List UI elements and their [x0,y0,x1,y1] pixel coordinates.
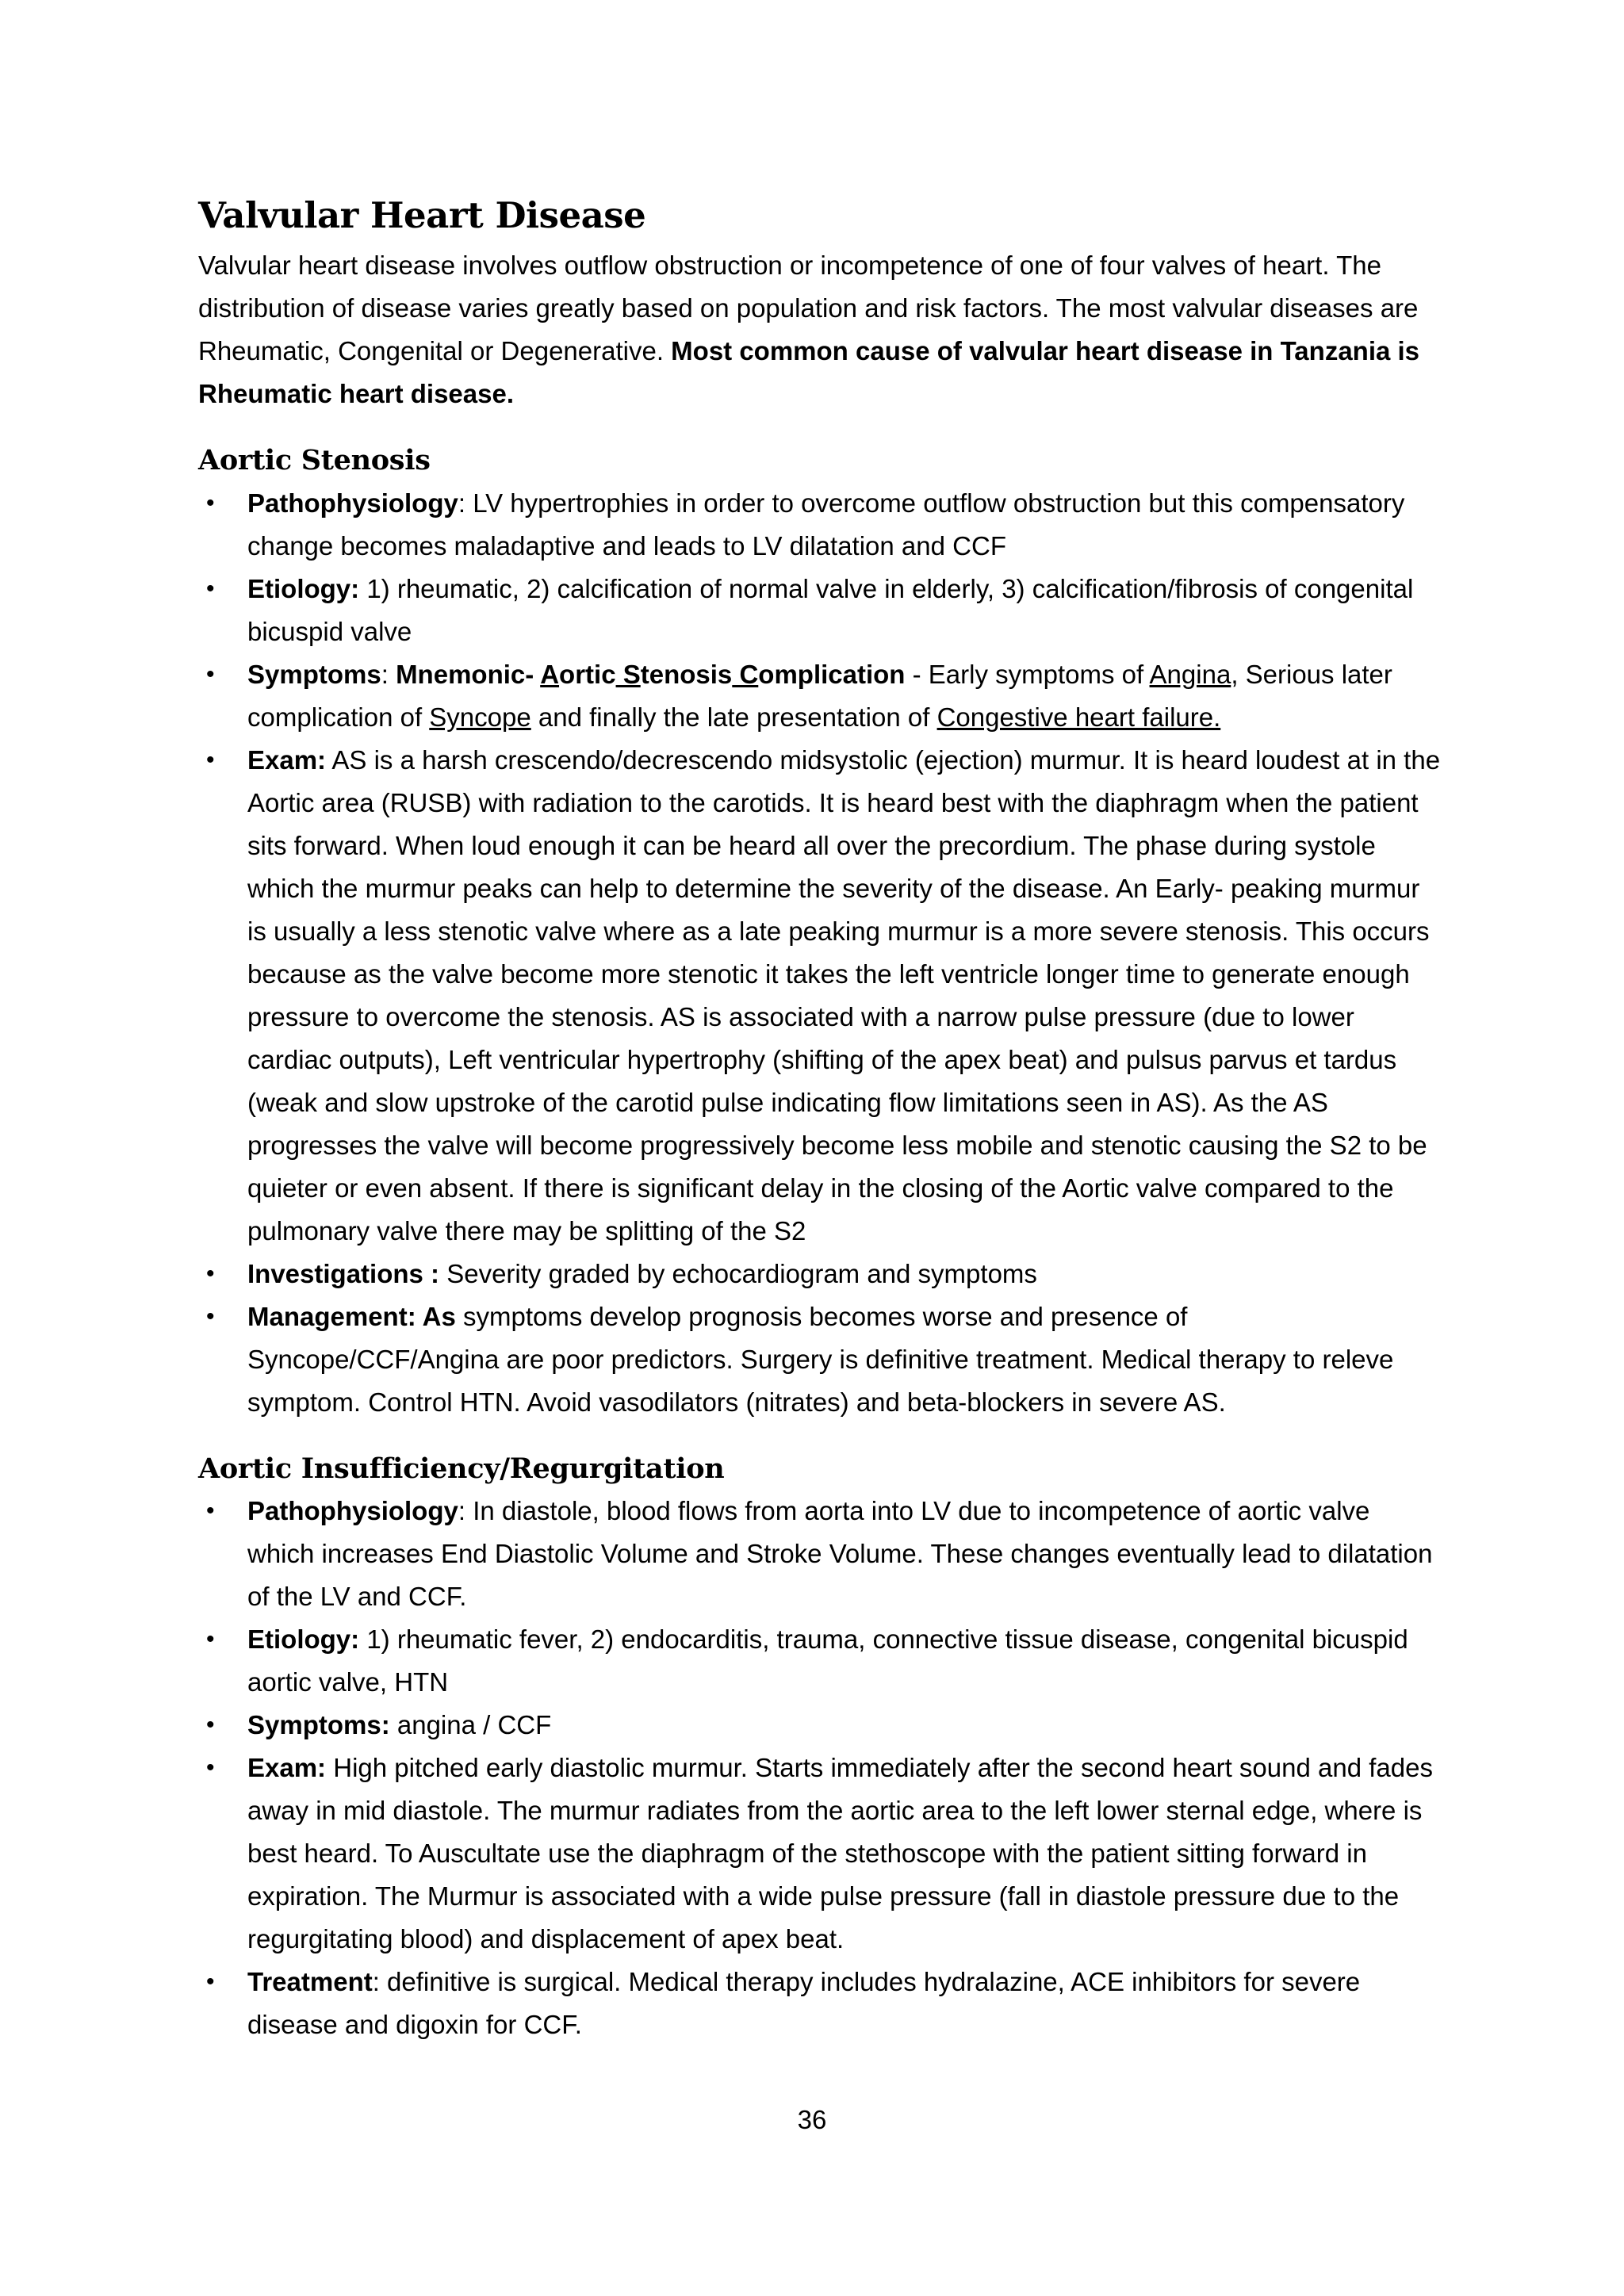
ai-treat-label: Treatment [247,1967,373,1997]
bullet: • [206,489,215,516]
as-mnemonic [396,660,905,689]
as-sym-text-2: , Serious later complication of [247,659,1392,732]
as-mgmt-label: Management: As [247,1301,456,1331]
aortic-insufficiency-list [198,1490,1443,2046]
bullet: • [206,1260,215,1287]
as-etiology-item [198,568,1443,653]
as-investigations-item [198,1253,1443,1295]
as-mnemonic-a: A [540,659,560,689]
as-etio-label: Etiology: [247,573,360,603]
bullet: • [206,1969,215,1996]
as-patho-text: : LV hypertrophies in order to overcome outflow obstruction but this compensatory change becomes maladaptive and leads to LV dilatation and CCF [247,488,1405,561]
intro-bold: Most common cause of valvular heart disease in Tanzania is Rheumatic heart disease. [198,336,1420,409]
page-title: Valvular Heart Disease [198,194,646,236]
ai-sym-label: Symptoms: [247,1710,390,1740]
ai-treatment-item [198,1961,1443,2046]
as-mnemonic-c: C [732,659,759,689]
as-sym-text-1: - Early symptoms of [905,659,1150,689]
bullet: • [206,1755,215,1781]
ai-patho-text: : In diastole, blood flows from aorta into LV due to incompetence of aortic valve which increases End Diastolic Volume and Stroke Volume. These changes eventually lead to dilatation of the LV and CCF. [247,1496,1433,1612]
as-mgmt-text: symptoms develop prognosis becomes worse and presence of Syncope/CCF/Angina are poor predictors. Surgery is definitive treatment. Medical therapy to releve symptom. Control HTN. Avoid vasodilators (nitrates) and beta-blockers in severe AS. [247,1301,1394,1417]
ai-etiology-item [198,1618,1443,1704]
as-sym-colon: : [381,659,396,689]
ai-sym-text: angina / CCF [389,1710,552,1740]
ai-etio-text: 1) rheumatic fever, 2) endocarditis, trauma, connective tissue disease, congenital bicuspid aortic valve, HTN [247,1624,1408,1697]
bullet: • [206,1303,215,1330]
as-sym-label: Symptoms [247,659,381,689]
aortic-insufficiency-heading: Aortic Insufficiency/Regurgitation [198,1452,725,1485]
bullet: • [206,1712,215,1739]
ai-treat-text: : definitive is surgical. Medical therapy includes hydralazine, ACE inhibitors for severe disease and digoxin for CCF. [247,1967,1361,2040]
as-pathophysiology-item [198,482,1443,568]
as-exam-item [198,739,1443,1253]
as-mnemonic-tenosis: tenosis [640,659,733,689]
ai-symptoms-item [198,1704,1443,1747]
ai-patho-label: Pathophysiology [247,1496,458,1526]
intro-paragraph [198,244,1443,415]
bullet: • [206,660,215,687]
page-content [198,193,1443,2046]
aortic-stenosis-heading: Aortic Stenosis [198,444,431,477]
ai-exam-item [198,1747,1443,1961]
as-sym-angina: Angina [1149,659,1231,689]
bullet: • [206,1498,215,1525]
as-exam-text: AS is a harsh crescendo/decrescendo midsystolic (ejection) murmur. It is heard loudest at in the Aortic area (RUSB) with radiation to the carotids. It is heard best with the diaphragm when the patient sits forward. When loud enough it can be heard all over the precordium. The phase during systole which the murmur peaks can help to determine the severity of the disease. An Early- peaking murmur is usually a less stenotic valve where as a late peaking murmur is a more severe stenosis. This occurs because as the valve become more stenotic it takes the left ventricle longer time to generate enough pressure to overcome the stenosis. AS is associated with a narrow pulse pressure (due to lower cardiac outputs), Left ventricular hypertrophy (shifting of the apex beat) and pulsus parvus et tardus (weak and slow upstroke of the carotid pulse indicating flow limitations seen in AS). As the AS progresses the valve will become progressively become less mobile and stenotic causing the S2 to be quieter or even absent. If there is significant delay in the closing of the Aortic valve compared to the pulmonary valve there may be splitting of the S2 [247,744,1441,1246]
ai-exam-text: High pitched early diastolic murmur. Starts immediately after the second heart sound and fades away in mid diastole. The murmur radiates from the aortic area to the left lower sternal edge, where is best heard. To Auscultate use the diaphragm of the stethoscope with the patient sitting forward in expiration. The Murmur is associated with a wide pulse pressure (fall in diastole pressure due to the regurgitating blood) and displacement of apex beat. [247,1753,1433,1954]
as-mnemonic-prefix: Mnemonic- [396,659,541,689]
as-mnemonic-s: S [615,659,641,689]
ai-exam-label: Exam: [247,1753,327,1783]
as-management-item [198,1295,1443,1424]
as-symptoms-item [198,653,1443,739]
as-sym-chf: Congestive heart failure. [936,702,1221,732]
as-mnemonic-omplication: omplication [758,659,906,689]
as-sym-syncope: Syncope [429,702,531,732]
as-exam-label: Exam: [247,744,327,775]
as-patho-label: Pathophysiology [247,488,458,518]
as-sym-text-3: and finally the late presentation of [530,702,937,732]
ai-etio-label: Etiology: [247,1624,360,1655]
ai-pathophysiology-item [198,1490,1443,1618]
as-inv-text: Severity graded by echocardiogram and symptoms [439,1258,1037,1288]
as-etio-text: 1) rheumatic, 2) calcification of normal valve in elderly, 3) calcification/fibrosis of congenital bicuspid valve [247,573,1414,646]
aortic-stenosis-list [198,482,1443,1424]
page-number: 36 [797,2105,827,2134]
bullet: • [206,575,215,602]
bullet: • [206,1626,215,1653]
bullet: • [206,746,215,773]
as-inv-label: Investigations : [247,1258,440,1288]
intro-text: Valvular heart disease involves outflow obstruction or incompetence of one of four valves of heart. The distribution of disease varies greatly based on population and risk factors. The most valvular diseases are Rheumatic, Congenital or Degenerative. [198,251,1419,366]
as-mnemonic-ortic: ortic [559,659,616,689]
